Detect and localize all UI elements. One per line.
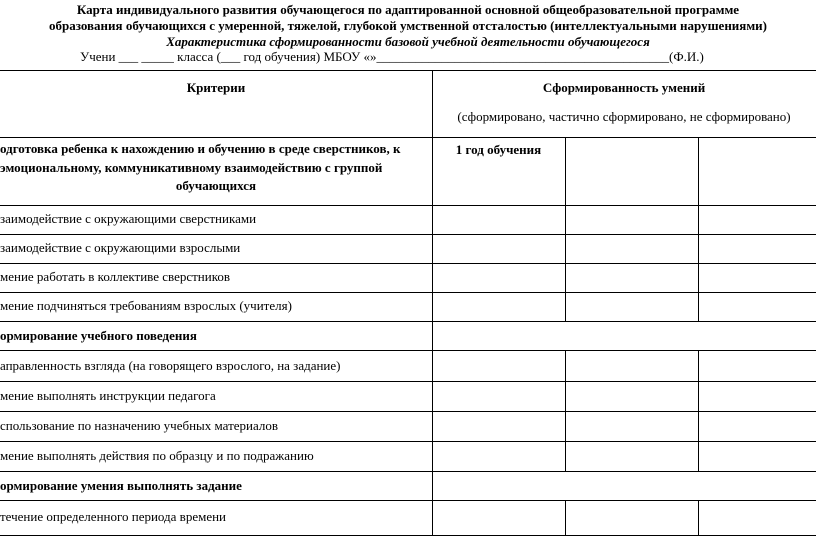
doc-subtitle: Характеристика сформированности базовой учебной деятельности обучающегося [166, 34, 650, 49]
criteria-row: заимодействие с окружающими взрослыми [0, 240, 241, 255]
criteria-row: аправленность взгляда (на говорящего взрослого, на задание) [0, 358, 341, 373]
skills-column-subheader: (сформировано, частично сформировано, не сформировано) [457, 109, 791, 124]
criteria-row: мение выполнять действия по образцу и по подражанию [0, 448, 314, 463]
section-2-heading: ормирование учебного поведения [0, 328, 197, 343]
year-1-label: 1 год обучения [455, 142, 542, 157]
criteria-row: мение работать в коллективе сверстников [0, 269, 231, 284]
criteria-column-header: Критерии [186, 80, 246, 95]
criteria-row: течение определенного периода времени [0, 509, 227, 524]
section-1-line-2: эмоциональному, коммуникативному взаимодействию с группой [0, 160, 383, 175]
student-info-line: Учени ___ _____ класса (___ год обучения) МБОУ «»_____________________________________________(Ф.И.) [80, 49, 704, 64]
section-1-line-1: одготовка ребенка к нахождению и обучению в среде сверстников, к [0, 141, 401, 156]
skills-column-header: Сформированность умений [542, 80, 706, 95]
criteria-row: мение выполнять инструкции педагога [0, 388, 216, 403]
criteria-row: спользование по назначению учебных материалов [0, 418, 279, 433]
criteria-row: заимодействие с окружающими сверстниками [0, 211, 257, 226]
section-1-line-3: обучающихся [175, 178, 257, 193]
criteria-row: мение подчиняться требованиям взрослых (учителя) [0, 298, 292, 313]
doc-title-line-1: Карта индивидуального развития обучающегося по адаптированной основной общеобразовательной программе [76, 2, 740, 17]
section-3-heading: ормирование умения выполнять задание [0, 478, 242, 493]
doc-title-line-2: образования обучающихся с умеренной, тяжелой, глубокой умственной отсталостью (интеллектуальными нарушениями) [48, 18, 768, 33]
